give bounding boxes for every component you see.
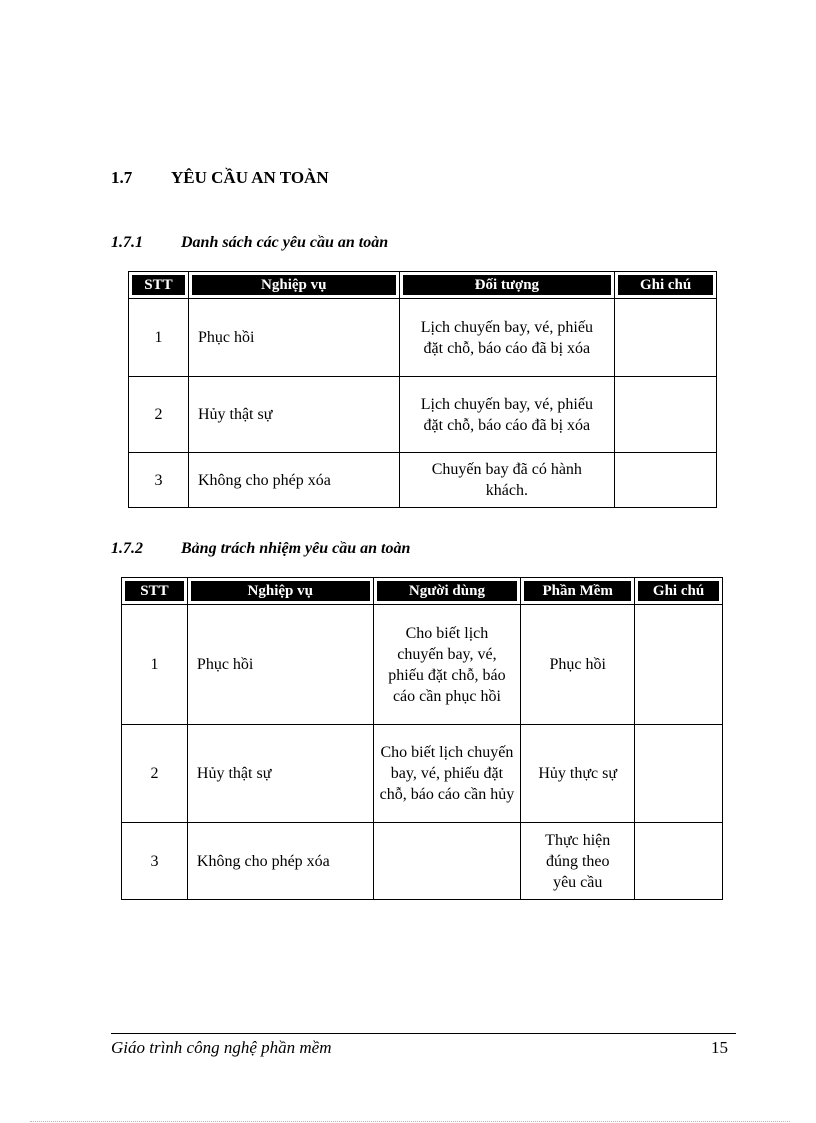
header-user: Người dùng — [373, 578, 521, 605]
table-header-row — [122, 578, 723, 605]
table-row — [129, 299, 717, 377]
cell-task: Phục hồi — [187, 605, 373, 725]
cell-stt: 1 — [129, 299, 189, 377]
section-number: 1.7 — [111, 168, 133, 187]
table-row — [122, 823, 723, 900]
safety-responsibility-table — [121, 577, 723, 900]
table-row — [129, 377, 717, 453]
cell-note — [615, 453, 717, 508]
cell-stt: 3 — [122, 823, 188, 900]
cell-task: Phục hồi — [188, 299, 399, 377]
subsection-number-1: 1.7.1 — [111, 234, 143, 251]
header-task: Nghiệp vụ — [188, 272, 399, 299]
cell-stt: 3 — [129, 453, 189, 508]
footer-divider — [111, 1033, 736, 1034]
header-stt: STT — [122, 578, 188, 605]
cell-object: Chuyến bay đã có hành khách. — [399, 453, 615, 508]
cell-object: Lịch chuyến bay, vé, phiếu đặt chỗ, báo cáo đã bị xóa — [399, 377, 615, 453]
safety-requirements-table — [128, 271, 717, 508]
cell-task: Không cho phép xóa — [188, 453, 399, 508]
cell-note — [635, 605, 723, 725]
cell-software: Hủy thực sự — [521, 725, 635, 823]
cell-stt: 2 — [129, 377, 189, 453]
subsection-title-1: Danh sách các yêu cầu an toàn — [181, 234, 389, 251]
table-row — [122, 605, 723, 725]
cell-task: Không cho phép xóa — [187, 823, 373, 900]
page-bottom-edge — [30, 1121, 790, 1122]
cell-note — [635, 725, 723, 823]
cell-stt: 2 — [122, 725, 188, 823]
section-title: YÊU CẦU AN TOÀN — [171, 168, 329, 187]
footer-title: Giáo trình công nghệ phần mềm — [111, 1038, 332, 1057]
table-row — [122, 725, 723, 823]
cell-task: Hủy thật sự — [188, 377, 399, 453]
cell-object: Lịch chuyến bay, vé, phiếu đặt chỗ, báo cáo đã bị xóa — [399, 299, 615, 377]
cell-user: Cho biết lịch chuyến bay, vé, phiếu đặt chỗ, báo cáo cần phục hồi — [373, 605, 521, 725]
header-object: Đối tượng — [399, 272, 615, 299]
page-number: 15 — [711, 1038, 728, 1057]
table-row — [129, 453, 717, 508]
header-software: Phần Mềm — [521, 578, 635, 605]
cell-stt: 1 — [122, 605, 188, 725]
header-stt: STT — [129, 272, 189, 299]
cell-note — [615, 299, 717, 377]
cell-task: Hủy thật sự — [187, 725, 373, 823]
cell-user — [373, 823, 521, 900]
header-note: Ghi chú — [615, 272, 717, 299]
cell-note — [615, 377, 717, 453]
cell-software: Phục hồi — [521, 605, 635, 725]
subsection-title-2: Bảng trách nhiệm yêu cầu an toàn — [181, 540, 411, 557]
table-header-row — [129, 272, 717, 299]
header-task: Nghiệp vụ — [187, 578, 373, 605]
cell-user: Cho biết lịch chuyến bay, vé, phiếu đặt chỗ, báo cáo cần hủy — [373, 725, 521, 823]
cell-software: Thực hiện đúng theo yêu cầu — [521, 823, 635, 900]
subsection-number-2: 1.7.2 — [111, 540, 143, 557]
header-note: Ghi chú — [635, 578, 723, 605]
cell-note — [635, 823, 723, 900]
